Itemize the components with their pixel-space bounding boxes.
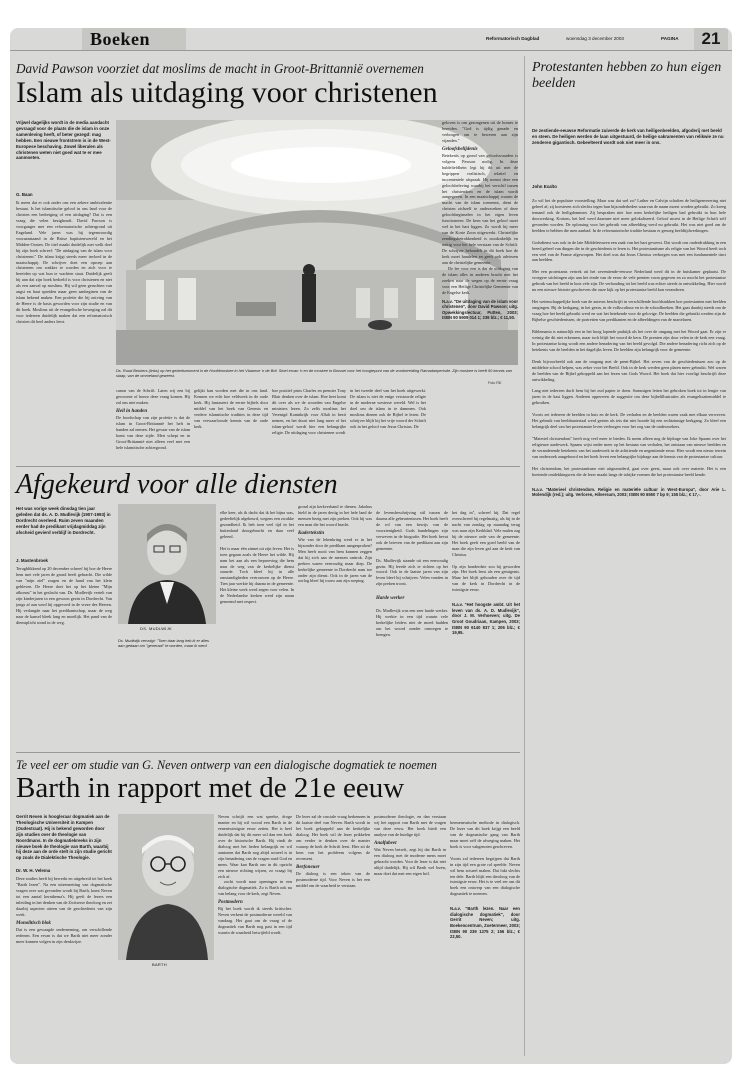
mudlwijk-portrait xyxy=(118,504,216,624)
article2-intro: De zestiende-eeuwse Reformatie zuiverde de kerk van heiligenbeelden, afgoderij met beeld en steen. De heiligen werden de laan uitgestuurd, de heilige sakramenten van relikwie ze nu zenderen gigantisch. Gebeelteerd wordt ook niet meer in ons. xyxy=(532,128,724,145)
article1-subhead: Heil in handen xyxy=(116,408,148,414)
article4-subhead: Berfoneuer xyxy=(296,864,320,870)
article1-book-info: N.a.v. "De uitdaging van de islam voor christenen", door David Pawson; uitg. Opwekkingslectuur, Putten, 2003; ISBN 90 5909 014 1; 239 blz.; € 11,50. xyxy=(442,298,518,321)
article3-column-5 xyxy=(452,504,520,748)
article4-text: Dat is een gewaagde onderneming, om verschillende redenen. Een ervan is dat we Barth niet meer zonder meer kunnen volgen in zijn denkwijze. xyxy=(16,926,112,944)
article4-text: De dialoog is een teken van de postmoderne tijd. Voor Neven is het een middel om de waarheid te verstaan. xyxy=(296,870,370,888)
issue-date: woensdag 3 december 2003 xyxy=(566,36,624,41)
article3-book-info: N.a.v. "Het hoogste ambt. Uit het leven van ds. A. D. Mudlevijk", door J. M. Verhoeven; uitg. De Groot Goudriaan, Kampen, 2003; ISBN 90 6140 837 1; 206 blz.; € 19,95. xyxy=(452,602,520,636)
article4-text: Wat Neven betreft, zegt hij dat Barth in een dialoog met de moderne mens moet gebracht worden. Voor de lezer is dat niet altijd duidelijk. Hij wil Barth wel lezen, maar doet dat met een eigen bril. xyxy=(374,846,446,876)
article1-headline: Islam als uitdaging voor christenen xyxy=(16,76,438,109)
header-rule xyxy=(10,50,732,51)
barth-portrait xyxy=(118,814,214,960)
article3-text: het dag in", schreef hij. Dat regel overschreed hij regelmatig, als hij in de nacht van zondag op maandag terug was naar zijn Kerkblad. Vele malen zag hij de nieuwe orde van de gemeente. Het boek geeft een goed beeld van de man die zijn leven gaf aan de kerk van Christus. Op zijn honderdste zou hij geworden zijn. Het boek leest als een getuigenis. Maar het blijft gehouden over de tijd van de kerk in Dordrecht in de twintigste eeuw. xyxy=(452,509,520,593)
article3-intro: Het was vorige week dinsdag tien jaar geleden dat ds. A. D. Mudlevijk (1907-1993) in Dordrecht overleed. Ruim zeven maanden eerder had de predikant vrijdagmiddag zijn afscheid gevierd verblijf in Dordrecht. xyxy=(16,506,111,535)
article1-photo-caption: Ds. Ruud Beukers (links) op het gebedsmoment in de Hoofdmoskee in het Vlaamse 'n de Brit. Stoel ervan 'n en de moskee in Brussel voor het hoogtepunt van de voorbereiding Ramadanperiode. Zijn moskee is heeft 50 kennis van slaap, van de ommeland geweest. xyxy=(116,368,512,378)
article3-column-3 xyxy=(298,504,372,748)
article4-intro: Gerrit Neven is hoogleraar dogmatiek aan de Theologische Universiteit in Kampen (Oudestraat). Hij is bekend geworden door zijn studies over de theologie van Noordmans. In de dogmatiekreeks in zijn nieuwe boek de theologie van Barth, waarbij hij deze aan de orde stelt in zijn studie gericht op zoals de Dialektische Theologie. xyxy=(16,814,112,861)
article1-column-4 xyxy=(272,388,346,468)
article1-text: Ik meen dat er ook onder ons een zekere ambivalentie bestaat. Is het islamitische geloof in ons land voor de christen een bedreiging of een uitdaging? Dat is een vraag die velen bezighoudt. David Pawson is voorganger met een reformatorische achtergrond uit Engeland. Vele jaren was hij tegenwoordig vooraanstaand in de Britse baptistenwereld en het Midden-Oosten. De titel maakt duidelijk met welk doel hij zijn boek schreef: "De uitdaging van de islam voor christenen." De islam krijgt steeds meer invloed in de maatschappij. De schrijver doet een oproep aan christenen om wakker te worden en zich voor te bereiden op wat hun te wachten staat. Duidelijk geeft hij aan dat zijn boek bedoeld is voor christenen en niet als een aanval op moslims. Hij wil geen geruchten van angst en haat spreiden maar geen aanbeginen van de islam bekend maken. Een profetie die hij ontving van de Heere is de basis geworden voor zijn studie en van dit boek. Moslims uit de evangelische beweging zal dit voor iedereen duidelijk maken dat een reformatorisch christen dit heel anders leest. xyxy=(16,200,112,325)
article3-text: Wie van de lekenkring werd er in het bijzonder door de predikant aangesproken? Men heeft nooit van hem kunnen zeggen dat hij zich aan de mensen onttrok. Zijn preken waren eenvoudig maar diep. De kerkelijke gemeente in Dordrecht nam toe onder zijn dienst. Ook in de jaren van de oorlog bleef hij trouw aan zijn roeping. xyxy=(298,536,372,584)
article1-intro: Vrijwel dagelijks wordt in de media aandacht gevraagd voor de plaats die de islam in onze samenleving heeft, of beter gezegd: mag hebben. Een nieuwe frontstrem is in de West-Europese beschaving. Zowel liberalen als christenen weten niet goed wat te er mee aanmoeten. xyxy=(16,120,111,161)
article1-byline: G. Baan xyxy=(16,192,33,197)
portrait-image xyxy=(118,814,214,960)
article1-text: canon van de Schrift. Laten wij een bij gewoonte of hoezo deze vraag komen. Hij zal ons niet maken. xyxy=(116,388,190,405)
section-title: Boeken xyxy=(90,29,151,49)
newspaper-page xyxy=(10,28,732,1064)
article4-column-3 xyxy=(296,814,370,1054)
article1-kicker: David Pawson voorziet dat moslims de macht in Groot-Brittannië overnemen xyxy=(16,61,424,76)
article2-body xyxy=(532,192,726,1057)
article4-byline: Dr. W. H. Velema xyxy=(16,868,51,873)
article3-text: grond zijn kerkverband te dienen. Jakobus hield in de jaren dertig in het hele land de mensen bezig met zijn preken. Ook hij was een man die het woord bracht. xyxy=(298,504,372,527)
article1-text: De boodschap van zijn profetie is dat de islam in Groot-Brittannië het heft in handen zal nemen. Het gevaar van de islam komt van deze zijde. Men schept en in Groot-Brittannië niet alleen veel met een hele islamitische achtergrond. xyxy=(116,414,190,450)
article3-text: Ds. Mudlevijk was een zeer harde werker. Hij werkte in een tijd waarin vele kerkelijke leiders niet de moed hadden om het woord zonder omwegen te brengen. xyxy=(376,608,448,638)
article4-text: Neven schrijft een wat speelse, droge manier en hij wil vooral een Barth in de eenentwintigste eeuw zetten. Het is heel duidelijk dat hij dit meer wil dan een boek over de historische Barth. Hij vindt de dialoog met het heden belangrijk en wil aantonen dat Barth nog altijd actueel is in zijn benadering van de vragen rond God en mens. Waar kan Barth ons in dit opzicht een nieuwe richting wijzen, zo vraagt hij zich af. xyxy=(218,814,292,879)
article1-text: Betekenis op grond van geloofswaarden is volgens Pawson nodig. In deze huldeliefdhein legt hij dit uit met de begrippen realistisch, relatief en incrementele afspraak. Hij noemt deze een geloofsbeleving waarbij het verschil tussen het christendom en de islam wordt aangegeven. In een maatschappij waarin de macht van de islam toeneemt, dient de christen zichzelf te onderzoeken of deze geloofsbeginselen in het eigen leven functioneren. De kern van het geloof moet wel in het hart liggen. Zo wordt hij meer van de Korte Zoon uitgewerkt. Christelijke zendingsbetrokkenheid is noodzakelijk en nuttig voor het hele verstaan van de Schrift. De schrijver behandelt in dit boek hoe de kerk moet handelen en geeft ook adviezen aan de christelijke gemeente. xyxy=(442,152,518,265)
article4-subhead: Analfabeet xyxy=(374,840,397,846)
article3-column-1 xyxy=(16,566,112,746)
article1-subhead: Geloofsbelijdenis xyxy=(442,146,478,152)
article2-headline: Protestanten hebben zo hun eigen beelden xyxy=(532,60,722,91)
article3-text: de levensbeschrijving stil tussen de daarna alle gebeurtenissen. Het boek heeft de rol van een bewijs van de voorzienigheid. Gods handelingen zijn verweven in de biografie. Het boek bevat ook de brieven van de predikant aan zijn gemeente. Ds. Mudlevijk stamde uit een eenvoudig gezin. Hij leerde zich te richten op het woord. Ook in de laatste jaren van zijn leven bleef hij schrijven. Velen vonden in zijn preken troost. xyxy=(376,509,448,587)
article3-subhead: Kadertekstin xyxy=(298,530,325,536)
article3-column-4 xyxy=(376,504,448,748)
article2-text: Zo wil het de populaire voorstelling. Maar was dat wel zo? Luther en Calvijn schaften de heiligenverering niet geheel af; zij koesteren zich slechts tegen hun bijzonderheden waarvan de naam moest worden gebruikt. Zo kreeg iemand ook de heiligdommen. Zij bespraken niet hoe men kerkelijke heiligen had gebruikt in hun hele doorwerking. Kortom, het heil werd daarmee niet meer gelokaliseerd. Geloof moest in de Heilige Schrift zelf gevonden worden. De oplossing voor het gebruik van afbeelding werd nu gebruikt. Het was niet goed om de beelden te hebben die men aanbad. In de reformatorische traditie bestaan er genoeg beeldtijdwerkingen. Godsdienst was ook in de late Middeleeuwen een zaak van het hart geweest. Dat wordt ons onderdrukking in een breed geheel van dingen die in de geschiedenis te leren is. Het protestantisme als religie van het Woord heeft toch een veel van de Franse afgeworpen. Het doel was dat Jezus Christus verborgen was met een fundamentele tinct aan beelden. Met een protestants vertrek uit het zeventiende-eeuwse Nederland werd dit in de huiskamer geplaatst. De vroegere stichtingen zijn aan het einde van de eeuw de vele prenten vorm gegeven en zo mocht het protestantse gebruik van het beeld in huis vele zijn. De verhouding tot het beeld was echter steeds in ontwikkeling. Hier wordt nu een nieuwe historie geschreven die onze kijk op het protestantse beeld kan veranderen. Het wetenschappelijke boek van de auteurs beschrijft in verschillende hoofdstukken hoe protestanten met beelden omgingen. Bij de kerkgang, in het gezin, in de volkscultuur en in de schoolboeken. Het gaat daarbij steeds om de vraag hoe het beeld gebruikt werd en wat het betekende voor de gelovige. De beelden die gebruikt werden zijn de Bijbelse geschiedenissen, de portretten van predikanten en de afbeeldingen van de martelaren. Biblemania is natuurlijk een in het hoog lopende praktijk als het over de omgang met het Woord gaat. Er zijn er weinig die dit niet erkennen, maar toch blijft het woord de kern. De prenten zijn door velen in de kerk een vraag. In protestantse kring wordt een andere benadering van het beeld gevolgd. Die andere benadering richt zich op de betekenis van de beelden in het dagelijks leven. De beelden zijn belangrijk voor de gemeente. Denk bijvoorbeeld ook aan de omgang met de prent-Bijbel. Het zeven van de geschiedenissen zou op de middelste school helpen, was zeker voor het Beeld. Ook in de kerk werden geen platen meer gebruikt. Wel waren de beelden van de Bijbel gekoppeld aan het lezen van Gods Woord. Het boek dat hier voorligt beschrijft deze ontwikkeling. Lang niet iedereen durft hem bij het oud papier te doen. Sommigen letten het gebroken boek tot in lengte van jaren in de kast liggen. Anderen oppereren de suggestie om deze bijbelillustraties als evangelisatiemiddel te gebruiken. Voorts zet iedereen de beelden in huis en de kerk. De verhalen en de beelden waren vaak met elkaar verweven. Het gebruik van beeldmateriaal werd gezien als iets dat niet hoorde bij een rechtzinnige kerkgang. Zo bleef een belangrijk deel van het protestantse leven verborgen voor het oog van de onderzoekers. "Materiel christendom" heeft nog veel meer te bieden. Ik noem alleen nog de bijdrage van Joke Spaans over het religieuze aardewerk. Spaans wijst onder meer op het bestaan van verhalen, het ontstaan van nieuwe beelden en de veranderende betekenis van het aardewerk in de achttiende en negentiende eeuw. Hier wordt een nieuw terrein van onderzoek aangeboord en het boek levert een belangrijke bijdrage aan de kennis van de protestantse cultuur. Het christendom, het protestantisme niet uitgezonderd, gaat over geest, maar ook over materie. Het is een boeiende ontdekkingsreis die de lezer maakt langs de talrijke vormen die het protestantse beeld kende. xyxy=(532,197,726,477)
article4-photo-label: BARTH xyxy=(152,962,167,967)
article4-book-info: N.a.v. "Barth lezen. Naar een dialogische dogmatiek", door Gerrit Neven; uitg. Boekencentrum, Zoetermeer, 2003; ISBN 90 239 1375 2; 156 blz.; € 22,50. xyxy=(450,906,520,940)
article4-text: De lezer zal de cruciale vraag herkennen in dit laatste deel van Neven. Barth wordt in het boek gekoppeld aan de kerkelijke dialoog. Het boek wil de lezer prikkelen om verder te denken over de manier waarop de kerk de Schrift leest. Hier zit de kern van het probleem volgens de recensent. xyxy=(296,814,370,861)
article3-byline: J. Mastenbroek xyxy=(16,558,48,563)
article1-text: hoe positief prins Charles en premier Tony Blair denken over de islam. Hoe heet komt dit over als we de woorden van Engelse ministers lezen. Zo zelfs moslims het Verenigd Koninkrijk voor Allah in bezit nemen, en het duurt niet lang meer of het islam-geloof wordt hier een belangrijke religie. De uitdaging voor christenen wordt xyxy=(272,388,346,435)
article4-text: Deze studies heeft hij bewerkt en uitgebreid tot het boek "Barth lezen". Na een uiteenzetting van dogmatische vragen over wat gevonden wordt bij Barth, komt Neven tot een aantal kernthema's. Hij geeft de lezers een inleiding in het denken van de Zwitserse theoloog en zet daarbij aspecten uiteen van de geschiedenis van zijn werk. xyxy=(16,876,112,917)
article4-column-2 xyxy=(218,814,292,1054)
article4-kicker: Te veel eer om studie van G. Neven ontwerp van een dialogische dogmatiek te noemen xyxy=(16,758,437,772)
article1-column-5 xyxy=(350,388,426,468)
article1-column-3 xyxy=(194,388,268,468)
portrait-image xyxy=(118,504,216,624)
article1-column-1 xyxy=(16,200,112,462)
article1-column-2 xyxy=(116,388,190,468)
article2-book-info: N.a.v. "Materieel christendom. Religie en materiële cultuur in West-Europa", door Arie L. Molendijk (red.); uitg. Verloren, Hilversum, 2003; ISBN 90 6550 7 bp 9; 155 blz.; € 17,-. xyxy=(532,486,726,498)
article3-text: Terugblikkend op 20 december schreef hij hoe de Heere hem met vele jaren de grond heeft gebracht. Die wilde van "mijn ziel" zorgen en de hand van het klein gebleven. De Heere doet het op het kleine "Mijn afkomst" in het geslacht van. Ds. Mudlevijk vertelt van zijn kinderjaren in een gewoon gezin in Dordrecht. Van jongs af aan werd hij opgevoed in de vreze des Heeren. Hij verlangde naar het predikantschap, maar de weg naar de kansel bleek lang en moeilijk. Het pand van de dienstplicht stond in de weg. xyxy=(16,566,112,625)
page-label: PAGINA xyxy=(661,36,679,41)
article4-text: postmoderne theologie, en dan verstaan wij het rapport van Barth met de vragen van deze eeuw. Het boek biedt een analyse van de huidige tijd. xyxy=(374,814,446,837)
article4-subhead: Postmodern xyxy=(218,900,243,906)
article1-text: geloven is om gezongenen uit de homes te bereiden. "God is tijdig genade en verborgen om te beweren aan zijn vijanden." xyxy=(442,120,518,143)
article-divider xyxy=(16,752,520,753)
article4-column-4 xyxy=(374,814,446,1054)
column-divider xyxy=(524,56,525,1056)
article3-photo-caption: Ds. Mudlwijk vervolgt: "Toen daar lang heb ik er alles aan gedaan om "generaal" te worden, maar ik werd xyxy=(118,638,209,648)
article3-text: elke keer, als ik dacht dat ik het bijna was, gedeeltelijk afgekeurd, wegens een zwakke gezondheid. Ik heb toen veel tijd in het buitenland doorgebracht en daar veel geleerd. Het is maar één zinnet uit zijn leven. Het is toen gegaan zoals de Heere het wilde. Hij nam het aan als een beproeving die hem naar de weg van de kerkelijke dienst stuurde. Toch bleef hij in alle omstandigheden vertrouwen op de Heere. Tien jaar werkte hij daarna in de gemeente. Het kleine werk werd zegen voor velen. In de Nederlandse kerken werd zijn naam genoemd met respect. xyxy=(220,509,294,605)
article3-headline: Afgekeurd voor alle diensten xyxy=(16,469,338,500)
article-divider xyxy=(16,466,520,467)
article4-text: Bij het boek wordt ik steeds kritischer. Neven verkent de postmoderne wereld van vandaag. Het gaat om de vraag of de dogmatiek van Barth nog past in een tijd waarin de waarheid betwijfeld wordt. xyxy=(218,906,292,936)
article1-text: gelijkt kan worden met die in ons land. Kennen we echt hoe veldwerk in de oude kerk. Hij fantaseert de eerste bijbels door middel van het boek van Genesis en verdere islamitische tradities in deze tijd van verwaarloosde kennis van de oude kerk. xyxy=(194,388,268,429)
article3-subhead: Harde werker xyxy=(376,596,405,602)
article1-column-6 xyxy=(442,120,518,450)
page-header xyxy=(10,28,732,50)
article4-headline: Barth in rapport met de 21e eeuw xyxy=(16,772,405,804)
article4-column-5 xyxy=(450,814,520,1054)
article4-column-1 xyxy=(16,876,112,1054)
article4-subhead: Monolitisch blok xyxy=(16,920,51,926)
article3-photo-label: DS. MUDLWIJK xyxy=(140,626,172,631)
article1-photo-credit: Foto RD xyxy=(488,381,502,385)
newspaper-name: Reformatorisch Dagblad xyxy=(486,36,540,41)
article1-text: in het tweede deel van het boek uitgewerkt. De islam is niet de enige verstoorde religie in de moderne westerse wereld. Wel is het doel om de islam in te dammen. Ook moslims dienen ook de Bijbel te lezen. De schrijver blijft bij het vrije woord der Schrift ook in het geloof van Jezus Christus. De xyxy=(350,388,426,429)
article4-text: zocht wordt naar openingen in een dialogische dogmatiek. Zo is Barth ook nu van belang voor de kerk, zegt Neven. xyxy=(218,879,292,897)
article3-column-2 xyxy=(220,504,294,748)
article4-text: hermeneutische methode in dialogisch. De lezer van dit boek krijgt een beeld van de dogmatische gang van Barth maar moet zelf de afweging maken. Het boek is voor vakgenoten geschreven. Voorts zal iedereen begrijpen dat Barth in zijn tijd een grote rol speelde. Neven wil hem actueel maken. Dat lukt slechts ten dele. Barth blijft een theoloog van de twintigste eeuw. Het is te veel eer om dit boek een ontwerp van een dialogische dogmatiek te noemen. xyxy=(450,819,520,897)
article2-byline: John Exalto xyxy=(532,184,557,189)
page-number: 21 xyxy=(694,28,728,50)
article1-text: De lee voor een is dat de uitdaging van de islam alles in anderen bracht met het zoeken naar de wegen op de eerste vraag voor een Heilige Christelijke Gemeente van de Engelse kerk. xyxy=(442,265,518,295)
